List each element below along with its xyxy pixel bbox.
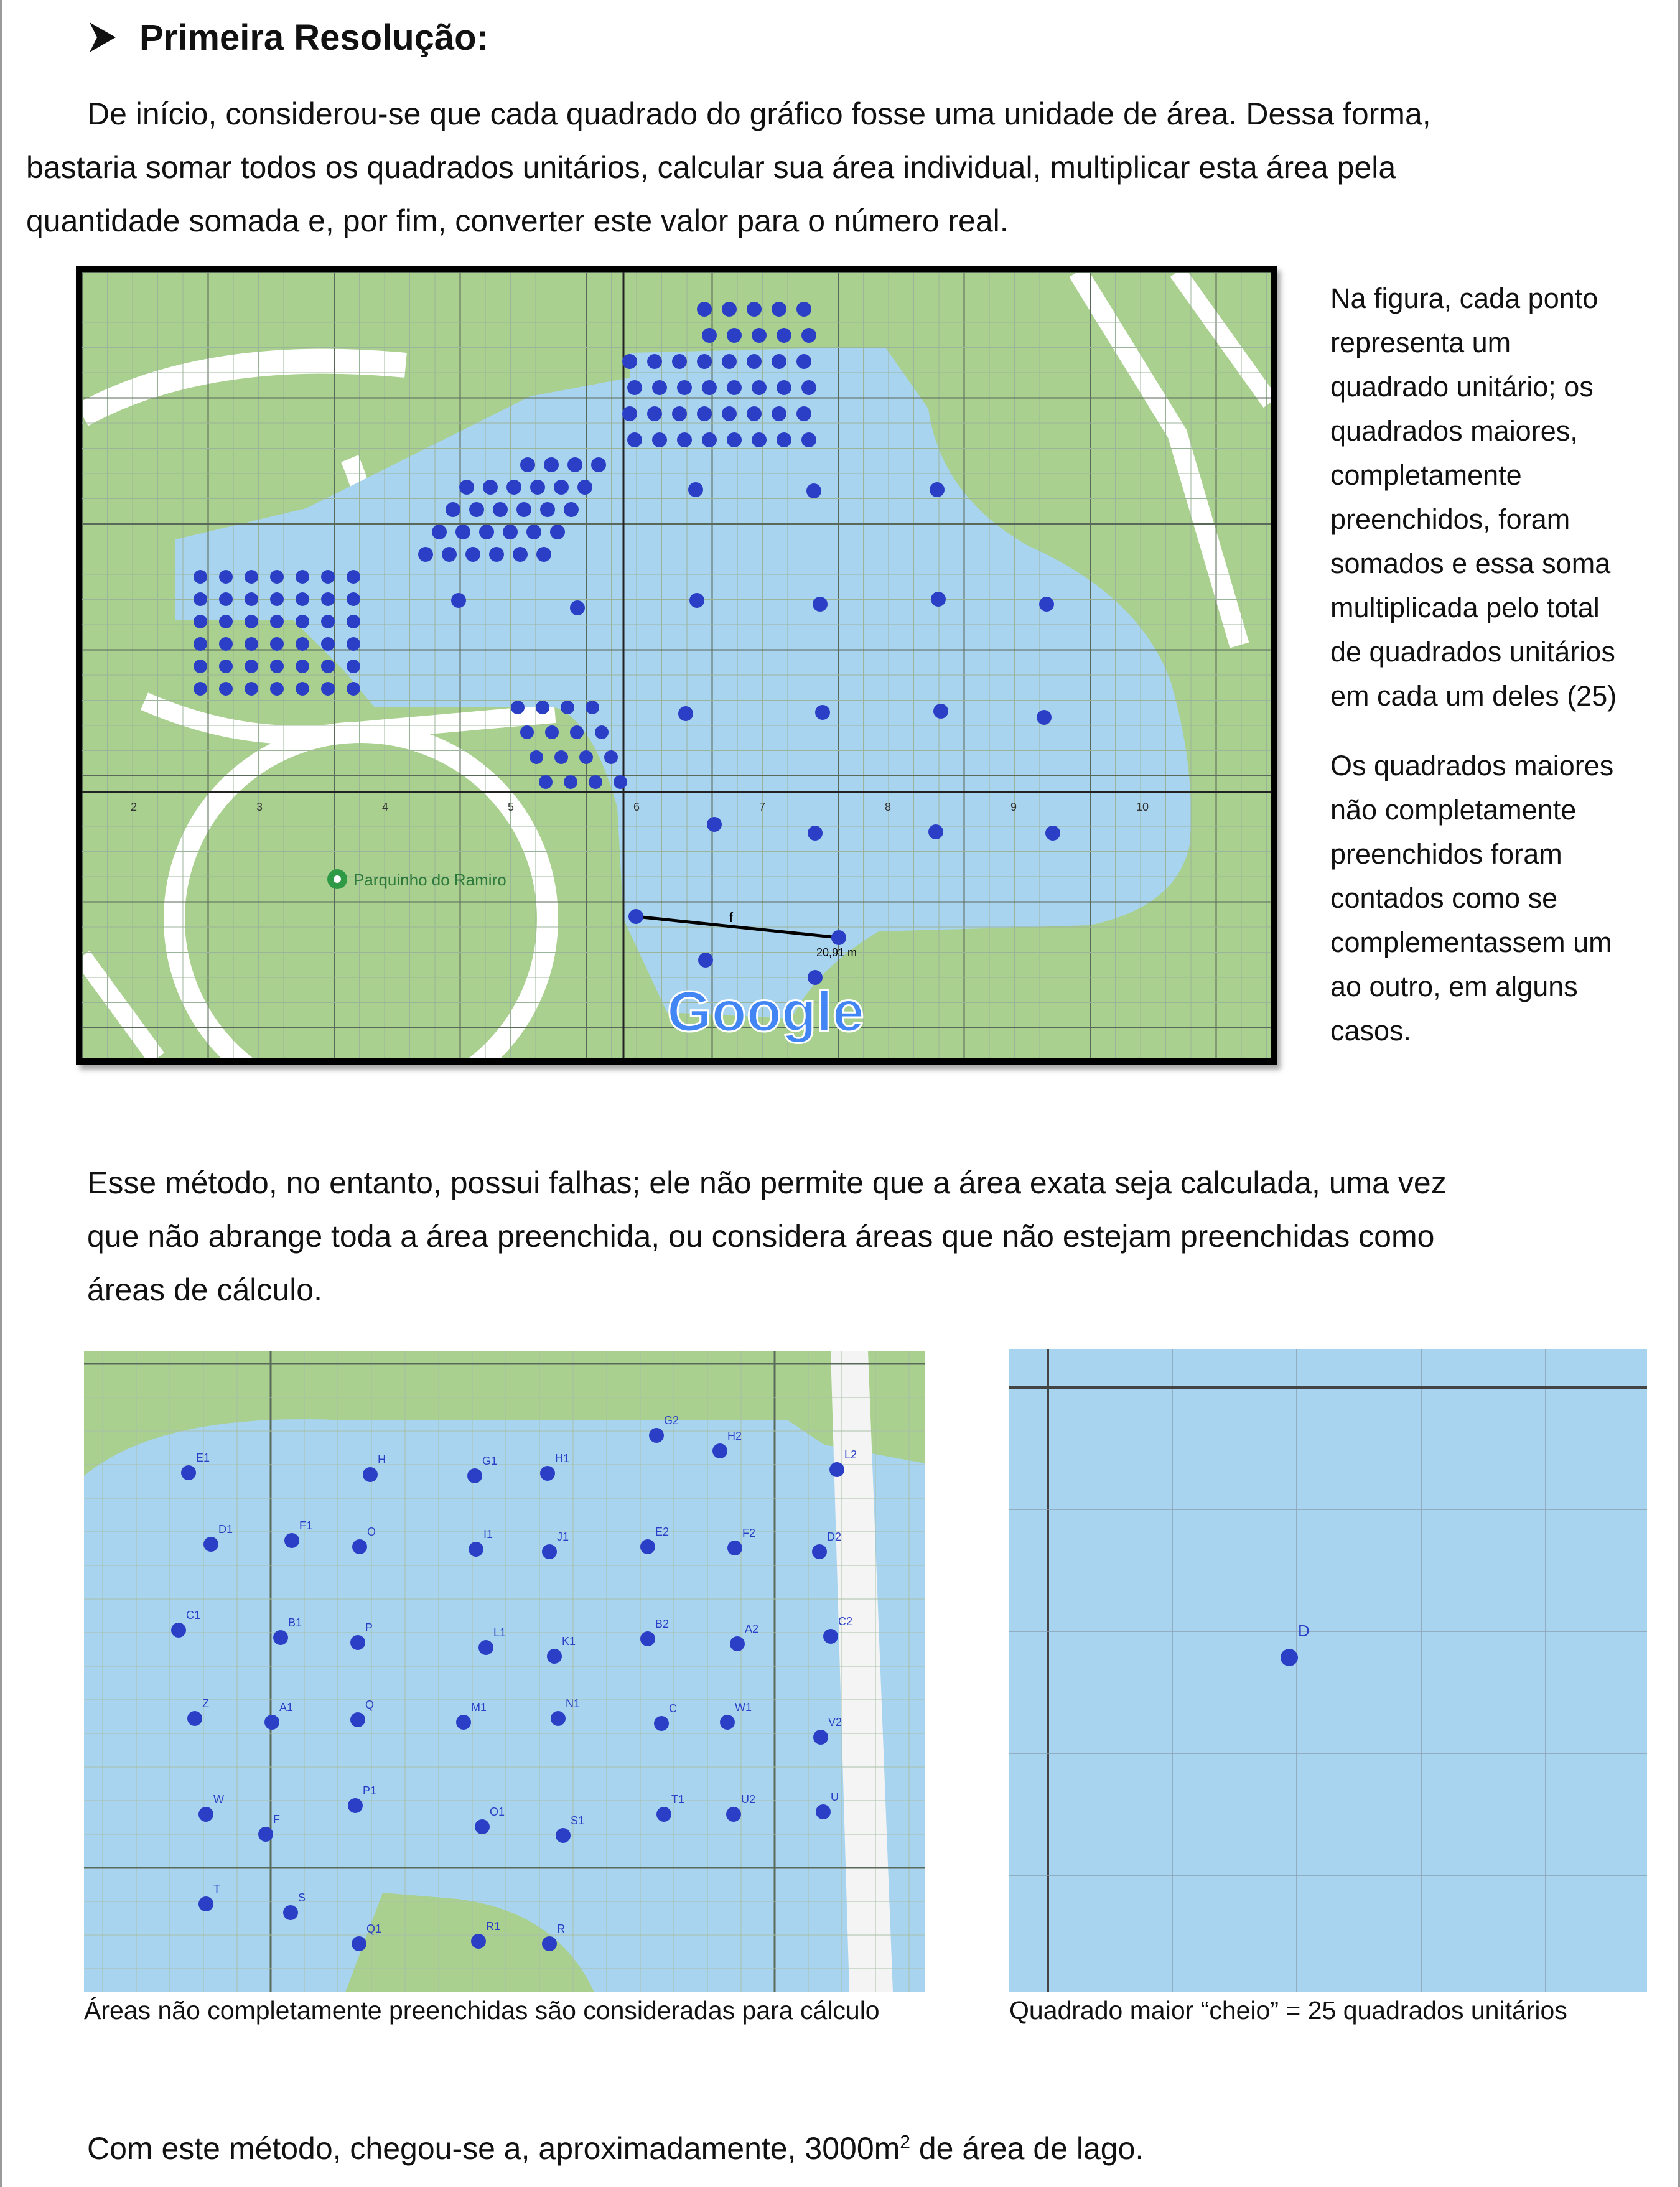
google-logo: Google <box>667 980 864 1043</box>
map-point <box>777 380 791 395</box>
zoom-point-label: G2 <box>664 1414 679 1427</box>
map-point <box>652 380 667 395</box>
axis-tick-label: 10 <box>1136 801 1149 813</box>
map-point <box>931 592 946 607</box>
zoom-point <box>283 1905 298 1920</box>
zoom-point-label: W <box>213 1793 224 1806</box>
map-point <box>772 406 786 421</box>
map-point <box>296 570 309 584</box>
zoom-point <box>816 1804 831 1819</box>
zoom-point <box>540 1466 555 1481</box>
map-point <box>747 354 762 369</box>
map-point <box>296 682 309 696</box>
zoom-point <box>478 1640 493 1655</box>
axis-tick-label: 6 <box>633 801 640 813</box>
side-a-line: somados e essa soma <box>1330 548 1611 579</box>
figure2-caption: Áreas não completamente preenchidas são consideradas para cálculo <box>84 1996 880 2025</box>
zoom-point-label: H2 <box>727 1430 742 1442</box>
axis-tick-label: 9 <box>1010 801 1017 813</box>
map-point <box>451 593 466 608</box>
map-point <box>347 570 360 584</box>
map-point <box>219 682 233 696</box>
map-point <box>296 637 309 651</box>
side-a-line: em cada um deles (25) <box>1330 680 1617 712</box>
critique-line-2: que não abrange toda a área preenchida, ou considera áreas que não estejam preenchidas como <box>87 1219 1435 1254</box>
zoom-point <box>348 1798 363 1813</box>
map-point <box>270 637 284 651</box>
map-point <box>446 502 460 517</box>
map-point <box>672 354 687 369</box>
map-point <box>801 328 816 343</box>
map-point <box>777 432 791 447</box>
zoom-point <box>812 1544 827 1559</box>
map-point <box>219 637 233 651</box>
zoom-point-label: R1 <box>486 1920 501 1933</box>
map-point <box>469 502 484 517</box>
figure3-caption: Quadrado maior “cheio” = 25 quadrados unitários <box>1009 1996 1567 2025</box>
zoom-point <box>551 1711 566 1726</box>
zoom-point <box>712 1443 727 1458</box>
zoom-point-label: C <box>669 1702 677 1715</box>
map-point <box>347 592 360 606</box>
zoom-point <box>198 1807 213 1822</box>
side-a-line: completamente <box>1330 459 1522 491</box>
zoom-point-label: D2 <box>827 1531 842 1543</box>
zoom-point-label: E2 <box>655 1526 670 1538</box>
side-a-line: Na figura, cada ponto <box>1330 282 1598 314</box>
place-marker <box>327 869 506 889</box>
zoom-point <box>654 1716 669 1731</box>
partial-squares-figure <box>84 1351 925 1992</box>
map-point <box>698 953 713 968</box>
zoom-point <box>556 1828 571 1843</box>
side-a-line: representa um <box>1330 327 1511 358</box>
intro-paragraph <box>26 87 1663 248</box>
zoom-point <box>456 1715 471 1730</box>
axis-tick-label: 7 <box>759 801 766 813</box>
map-point <box>506 480 521 495</box>
side-b-line: casos. <box>1330 1015 1412 1047</box>
zoom-point <box>649 1428 664 1443</box>
map-point <box>627 432 642 447</box>
intro-line-1: De início, considerou-se que cada quadrado do gráfico fosse uma unidade de área. Dessa forma, <box>87 96 1431 131</box>
map-point <box>677 432 692 447</box>
zoom-point-label: S <box>298 1891 306 1904</box>
map-point <box>194 592 207 606</box>
map-point <box>752 380 767 395</box>
map-point <box>577 480 592 495</box>
axis-tick-label: 5 <box>508 801 515 813</box>
map-point <box>554 480 569 495</box>
zoom-point-label: S1 <box>571 1814 585 1827</box>
side-b-line: Os quadrados maiores <box>1330 750 1614 781</box>
map-point <box>321 570 335 584</box>
map-point <box>672 406 687 421</box>
map-point <box>722 354 737 369</box>
zoom-point-label: H1 <box>555 1452 570 1465</box>
map-point <box>801 380 816 395</box>
map-point <box>245 660 258 673</box>
superscript-2: 2 <box>900 2132 910 2153</box>
map-point <box>772 354 786 369</box>
map-point <box>432 525 447 539</box>
map-point <box>347 682 360 696</box>
zoom-point-label: T <box>213 1883 220 1895</box>
zoom-point <box>471 1934 486 1949</box>
map-point <box>722 406 737 421</box>
map-point <box>808 826 823 841</box>
map-point <box>245 615 258 628</box>
zoom-point-label: M1 <box>471 1701 487 1714</box>
map-point <box>545 725 559 739</box>
map-point <box>647 354 662 369</box>
map-point <box>219 570 233 584</box>
map-point <box>1037 710 1052 725</box>
map-point <box>702 328 717 343</box>
measure-end-b <box>831 930 846 945</box>
map-point <box>652 432 667 447</box>
map-point <box>194 637 207 651</box>
critique-line-1: Esse método, no entanto, possui falhas; ele não permite que a área exata seja calculada, uma vez <box>87 1165 1447 1200</box>
zoom-point-label: W1 <box>735 1701 752 1714</box>
zoom-point <box>823 1629 838 1644</box>
zoom-point <box>467 1468 482 1483</box>
critique-line-3: áreas de cálculo. <box>87 1272 323 1307</box>
zoom-point-label: H <box>378 1453 386 1466</box>
axis-tick-label: 4 <box>382 801 389 813</box>
map-point <box>813 597 828 612</box>
map-point <box>219 615 233 628</box>
map-point <box>604 750 618 764</box>
zoom-point-label: I1 <box>483 1528 493 1541</box>
zoom-point-label: F <box>273 1813 280 1826</box>
zoom-point <box>352 1539 367 1554</box>
map-point <box>806 483 821 498</box>
map-point <box>493 502 508 517</box>
zoom-point <box>640 1539 655 1554</box>
map-point <box>270 615 284 628</box>
conclusion-text-end: de área de lago. <box>910 2131 1144 2166</box>
zoom-point <box>730 1636 745 1651</box>
side-a-line: multiplicada pelo total <box>1330 592 1600 623</box>
map-point <box>321 592 335 606</box>
map-point <box>727 380 742 395</box>
map-point <box>627 380 642 395</box>
zoom-point-label: C2 <box>838 1615 853 1628</box>
full-square-figure <box>1009 1349 1647 1992</box>
map-point <box>321 637 335 651</box>
map-point <box>503 525 518 539</box>
map-point <box>622 354 637 369</box>
zoom-point-label: G1 <box>482 1455 498 1467</box>
zoom-point-label: A1 <box>279 1701 294 1714</box>
map-point <box>622 406 637 421</box>
zoom-point <box>198 1896 213 1911</box>
map-image <box>82 272 1271 1058</box>
zoom-point-label: C1 <box>186 1609 201 1621</box>
zoom-point-label: P1 <box>363 1784 377 1797</box>
side-note-b <box>1330 744 1660 1053</box>
zoom-point-label: D1 <box>218 1523 233 1536</box>
map-point <box>579 750 593 764</box>
zoom-point <box>640 1631 655 1646</box>
zoom-point <box>542 1936 557 1951</box>
zoom-point <box>350 1712 365 1727</box>
side-b-line: preenchidos foram <box>1330 838 1562 870</box>
axis-tick-label: 3 <box>256 801 263 813</box>
map-point <box>647 406 662 421</box>
zoom-point-label: Z <box>202 1697 209 1710</box>
map-point <box>688 482 703 497</box>
map-point <box>270 592 284 606</box>
map-point <box>697 406 712 421</box>
zoom-point-label: L2 <box>844 1448 857 1461</box>
map-figure <box>76 266 1277 1065</box>
zoom-point-label: A2 <box>745 1623 759 1635</box>
map-point <box>296 660 309 673</box>
map-point <box>570 600 585 615</box>
zoom-point <box>727 1541 742 1555</box>
map-point <box>270 570 284 584</box>
zoom-point <box>171 1623 186 1638</box>
zoom-point-label: J1 <box>557 1531 569 1543</box>
map-point <box>321 682 335 696</box>
map-point <box>296 615 309 628</box>
map-point <box>747 406 762 421</box>
axis-tick-label: 8 <box>885 801 892 813</box>
zoom-point-label: V2 <box>828 1716 842 1728</box>
map-point <box>536 547 551 562</box>
map-point <box>815 705 830 720</box>
map-point <box>536 701 549 714</box>
map-point <box>1045 826 1060 841</box>
map-point <box>796 302 811 317</box>
heading-text: Primeira Resolução: <box>139 17 488 58</box>
zoom-point <box>726 1807 741 1822</box>
map-point <box>591 457 606 472</box>
map-point <box>697 302 712 317</box>
map-point <box>539 775 553 789</box>
map-point <box>564 775 577 789</box>
zoom-point-label: L1 <box>493 1626 506 1639</box>
map-point <box>459 480 474 495</box>
zoom-point <box>469 1542 483 1557</box>
zoom-point <box>273 1630 288 1645</box>
map-point <box>727 432 742 447</box>
zoom-point <box>181 1465 196 1480</box>
map-point <box>516 502 531 517</box>
zoom-point-label: U2 <box>741 1793 756 1806</box>
map-point <box>722 302 737 317</box>
map-point <box>245 570 258 584</box>
conclusion-text: Com este método, chegou-se a, aproximadamente, 3000m <box>87 2131 900 2166</box>
intro-line-3: quantidade somada e, por fim, converter este valor para o número real. <box>26 203 1009 238</box>
zoom-point-label: K1 <box>562 1635 576 1648</box>
map-point <box>564 502 579 517</box>
map-point <box>772 302 786 317</box>
side-b-line: contados como se <box>1330 882 1558 914</box>
map-point <box>595 725 609 739</box>
map-point <box>489 547 504 562</box>
map-point <box>270 660 284 673</box>
zoom-point <box>352 1936 366 1951</box>
map-point <box>677 380 692 395</box>
zoom-point-label: Q1 <box>366 1923 382 1935</box>
side-b-line: complementassem um <box>1330 926 1612 958</box>
map-point <box>930 482 945 497</box>
map-point <box>777 328 791 343</box>
map-point <box>727 328 742 343</box>
zoom-point-label: F2 <box>742 1527 756 1539</box>
zoom-point <box>350 1635 365 1650</box>
map-point <box>702 380 717 395</box>
square-point-label: D <box>1298 1621 1310 1640</box>
map-point <box>465 547 480 562</box>
map-point <box>219 592 233 606</box>
map-point <box>347 660 360 673</box>
zoom-point <box>813 1730 828 1745</box>
zoom-point-label: E1 <box>196 1452 210 1464</box>
map-point <box>270 682 284 696</box>
map-point <box>296 592 309 606</box>
zoom-point <box>187 1711 202 1726</box>
side-a-line: preenchidos, foram <box>1330 503 1570 535</box>
map-point <box>194 615 207 628</box>
arrow-bullet-icon <box>87 20 118 55</box>
map-point <box>511 701 525 714</box>
full-square-image <box>1009 1349 1647 1992</box>
map-point <box>589 775 602 789</box>
zoom-point-label: U <box>831 1791 839 1803</box>
map-point <box>747 302 762 317</box>
map-point <box>796 354 811 369</box>
map-point <box>614 775 627 789</box>
zoom-point-label: N1 <box>566 1697 581 1710</box>
map-point <box>520 457 535 472</box>
side-a-line: de quadrados unitários <box>1330 636 1615 668</box>
map-point <box>530 750 543 764</box>
zoom-point <box>475 1819 490 1834</box>
map-point <box>442 547 457 562</box>
place-label: Parquinho do Ramiro <box>353 870 506 889</box>
map-point <box>752 328 767 343</box>
map-point <box>933 704 948 719</box>
map-point <box>321 615 335 628</box>
zoom-point-label: R <box>557 1923 565 1935</box>
map-point <box>801 432 816 447</box>
map-point <box>194 682 207 696</box>
zoom-point <box>829 1462 844 1477</box>
map-point <box>567 457 582 472</box>
map-point <box>586 701 599 714</box>
partial-squares-image <box>84 1351 925 1992</box>
map-point <box>928 824 943 839</box>
map-point <box>194 660 207 673</box>
side-note-a <box>1330 276 1660 718</box>
map-point <box>550 525 565 539</box>
map-point <box>540 502 555 517</box>
zoom-point <box>720 1715 735 1730</box>
zoom-point <box>363 1467 378 1482</box>
map-point <box>570 725 584 739</box>
axis-tick-label: 2 <box>131 801 138 813</box>
map-point <box>530 480 545 495</box>
map-point <box>483 480 498 495</box>
zoom-point-label: T1 <box>671 1793 685 1806</box>
map-point <box>194 570 207 584</box>
map-point <box>702 432 717 447</box>
zoom-point <box>542 1544 557 1559</box>
map-point <box>245 637 258 651</box>
map-point <box>321 660 335 673</box>
map-point <box>544 457 559 472</box>
zoom-point <box>203 1537 218 1552</box>
map-point <box>554 750 568 764</box>
side-b-line: não completamente <box>1330 794 1577 826</box>
map-point <box>796 406 811 421</box>
map-point <box>479 525 494 539</box>
zoom-point <box>284 1533 299 1548</box>
map-point <box>678 706 693 721</box>
zoom-point-label: O1 <box>490 1806 505 1818</box>
measure-end-a <box>628 909 643 924</box>
map-point <box>347 637 360 651</box>
map-point <box>245 682 258 696</box>
critique-paragraph <box>87 1156 1661 1317</box>
map-point <box>418 547 433 562</box>
side-a-line: quadrados maiores, <box>1330 415 1578 447</box>
zoom-point-label: Q <box>365 1699 375 1711</box>
map-point <box>520 725 534 739</box>
square-point <box>1281 1649 1298 1666</box>
zoom-point-label: P <box>365 1621 373 1634</box>
zoom-point <box>547 1649 562 1664</box>
map-point <box>219 660 233 673</box>
map-point <box>347 615 360 628</box>
zoom-point <box>656 1807 671 1822</box>
zoom-point <box>264 1715 279 1730</box>
zoom-point-label: B2 <box>655 1618 670 1630</box>
map-point <box>1039 597 1054 612</box>
section-heading <box>87 6 488 68</box>
map-point <box>526 525 541 539</box>
map-point <box>513 547 528 562</box>
map-point <box>689 593 704 608</box>
map-point <box>561 701 574 714</box>
side-b-line: ao outro, em alguns <box>1330 971 1578 1002</box>
intro-line-2: bastaria somar todos os quadrados unitários, calcular sua área individual, multiplicar esta área pela <box>26 150 1396 185</box>
side-a-line: quadrado unitário; os <box>1330 371 1594 403</box>
map-point <box>245 592 258 606</box>
map-point <box>707 817 722 832</box>
page-border-left <box>0 0 2 2187</box>
conclusion-paragraph <box>87 2122 1643 2175</box>
map-point <box>752 432 767 447</box>
map-point <box>697 354 712 369</box>
zoom-point-label: B1 <box>288 1616 302 1629</box>
segment-length: 20,91 m <box>816 946 857 959</box>
zoom-point-label: O <box>367 1526 376 1538</box>
zoom-point <box>258 1827 273 1842</box>
segment-label: f <box>729 910 734 925</box>
zoom-point-label: F1 <box>299 1519 313 1532</box>
map-point <box>455 525 470 539</box>
